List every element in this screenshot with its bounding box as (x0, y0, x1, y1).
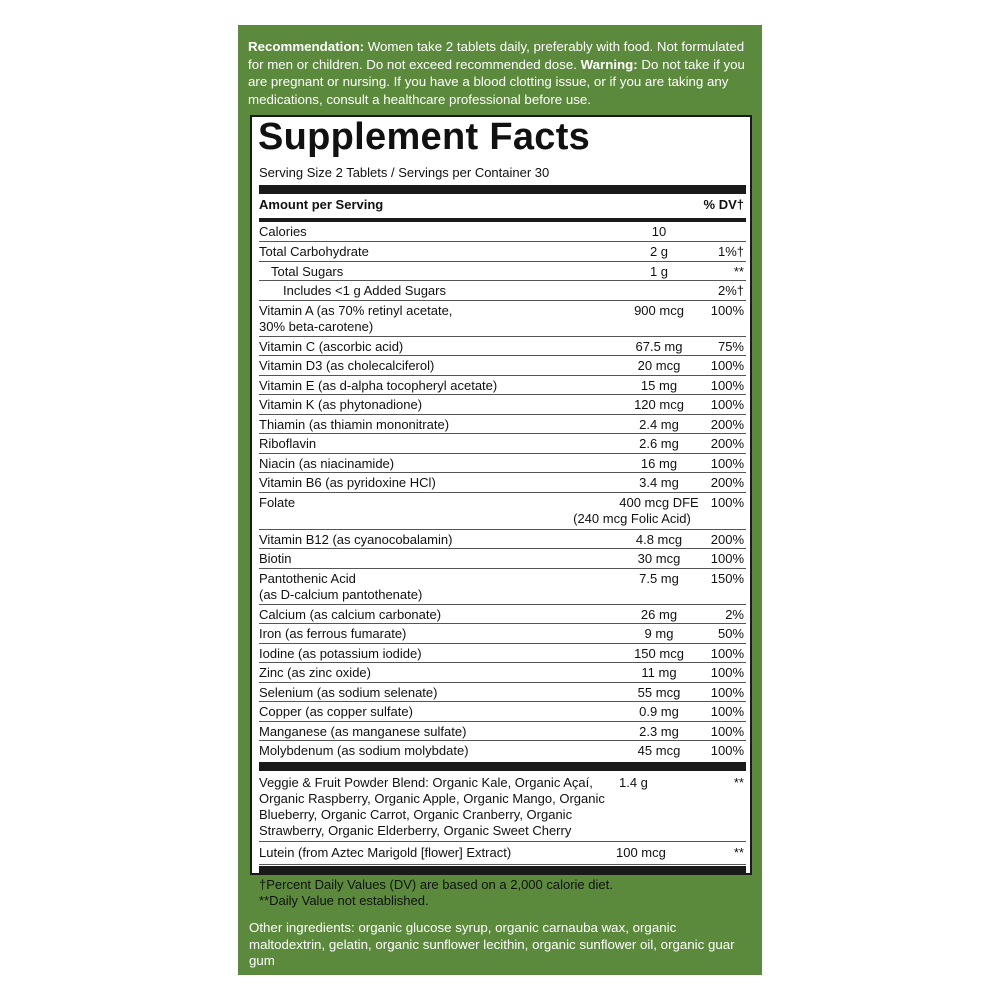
nutrient-dv: 100% (710, 358, 744, 373)
nutrient-row (259, 415, 746, 434)
nutrient-name: Includes <1 g Added Sugars (283, 283, 446, 298)
footnote-not-established: **Daily Value not established. (259, 893, 429, 908)
lutein-amount: 100 mcg (616, 845, 666, 860)
nutrient-name: Zinc (as zinc oxide) (259, 665, 371, 680)
nutrient-dv: 2%† (717, 283, 744, 298)
nutrient-amount: 2.6 mg (639, 436, 679, 451)
nutrient-dv: 100% (710, 646, 744, 661)
nutrient-name: Vitamin K (as phytonadione) (259, 397, 423, 412)
recommendation-label: Recommendation: (248, 39, 364, 54)
nutrient-amount: 16 mg (640, 456, 678, 471)
nutrient-amount: 3.4 mg (639, 475, 679, 490)
amount-header (259, 197, 746, 215)
nutrient-name: Calcium (as calcium carbonate) (259, 607, 442, 622)
nutrient-name: Vitamin B6 (as pyridoxine HCl) (259, 475, 436, 490)
nutrient-name: Niacin (as niacinamide) (259, 456, 395, 471)
nutrient-row (259, 624, 746, 644)
nutrient-amount: 150 mcg (634, 646, 684, 661)
nutrient-row (259, 493, 746, 530)
serving-size: Serving Size 2 Tablets / Servings per Container 30 (259, 165, 550, 180)
nutrient-dv: 100% (710, 724, 744, 739)
other-ingredients: Other ingredients: organic glucose syrup, organic carnauba wax, organic maltodextrin, gelatin, organic sunflower lecithin, organic sunflower oil, organic guar gum (249, 920, 735, 968)
nutrient-amount: 11 mg (641, 665, 677, 680)
nutrient-amount: 26 mg (640, 607, 678, 622)
nutrient-dv: 75% (717, 339, 744, 354)
nutrient-amount: 67.5 mg (635, 339, 683, 354)
nutrient-name: Selenium (as sodium selenate) (259, 685, 438, 700)
nutrient-amount-detail: (240 mcg Folic Acid) (573, 511, 691, 526)
nutrient-row (259, 473, 746, 493)
nutrient-dv: 200% (710, 475, 744, 490)
nutrient-row (259, 644, 746, 663)
nutrient-dv: 100% (710, 685, 744, 700)
nutrient-name: Iron (as ferrous fumarate) (259, 626, 407, 641)
recommendation-body: Women take 2 tablets daily, preferably with food. Not formulated for men or children. Do not exceed recommended dose. (248, 39, 745, 72)
nutrient-amount: 1 g (649, 264, 669, 279)
nutrient-name: Pantothenic Acid (as D-calcium pantothenate) (259, 571, 423, 602)
nutrient-row (259, 337, 746, 356)
recommendation-text (248, 38, 758, 108)
nutrient-dv: 100% (710, 704, 744, 719)
nutrient-amount: 0.9 mg (639, 704, 679, 719)
nutrient-amount: 7.5 mg (639, 571, 679, 586)
nutrient-name: Total Carbohydrate (259, 244, 369, 259)
nutrient-row (259, 242, 746, 262)
nutrient-name: Manganese (as manganese sulfate) (259, 724, 467, 739)
bottom-divider (259, 866, 746, 874)
nutrient-row (259, 281, 746, 301)
nutrient-dv: 100% (710, 456, 744, 471)
nutrient-row (259, 530, 746, 549)
nutrient-dv: 200% (710, 532, 744, 547)
blend-dv: ** (733, 775, 744, 790)
blend-amount: 1.4 g (619, 775, 648, 790)
nutrient-name: Thiamin (as thiamin mononitrate) (259, 417, 450, 432)
nutrient-amount: 120 mcg (634, 397, 684, 412)
nutrient-amount: 45 mcg (637, 743, 681, 758)
nutrient-dv: 1%† (717, 244, 744, 259)
nutrient-name: Folate (259, 495, 296, 510)
nutrient-name: Vitamin B12 (as cyanocobalamin) (259, 532, 453, 547)
nutrient-row (259, 549, 746, 569)
amount-per-serving: Amount per Serving (259, 197, 384, 212)
nutrient-name: Biotin (259, 551, 292, 566)
nutrient-amount: 2.3 mg (639, 724, 679, 739)
nutrient-dv: 100% (710, 303, 744, 318)
nutrient-row (259, 454, 746, 473)
nutrient-dv: 200% (710, 417, 744, 432)
nutrient-row (259, 434, 746, 454)
nutrient-amount: 2.4 mg (639, 417, 679, 432)
nutrient-row (259, 683, 746, 702)
nutrient-row (259, 395, 746, 415)
nutrient-dv: 150% (710, 571, 744, 586)
nutrient-name: Iodine (as potassium iodide) (259, 646, 422, 661)
blend-name: Veggie & Fruit Powder Blend: Organic Kale, Organic Açaí, Organic Raspberry, Organic Apple, Organic Mango, Organic Blueberry, Organic Carrot, Organic Cranberry, Organic Strawberry, Organic Elderberry, Organic Sweet Cherry (259, 775, 605, 838)
nutrient-dv: 100% (710, 495, 744, 510)
nutrient-row (259, 301, 746, 337)
nutrient-name: Total Sugars (271, 264, 344, 279)
lutein-row (259, 845, 746, 865)
nutrient-row (259, 722, 746, 741)
nutrient-name: Copper (as copper sulfate) (259, 704, 413, 719)
lutein-name: Lutein (from Aztec Marigold [flower] Extract) (259, 845, 512, 860)
nutrient-dv: 100% (710, 665, 744, 680)
nutrient-amount: 2 g (649, 244, 669, 259)
section-divider (259, 762, 746, 771)
nutrient-amount: 400 mcg DFE (619, 495, 699, 510)
nutrient-row (259, 222, 746, 242)
nutrient-row (259, 569, 746, 605)
nutrient-row (259, 702, 746, 722)
footnotes (259, 877, 613, 909)
nutrient-dv: 100% (710, 551, 744, 566)
nutrient-dv: 100% (710, 397, 744, 412)
nutrient-row (259, 605, 746, 624)
nutrient-row (259, 376, 746, 395)
nutrient-amount: 9 mg (644, 626, 674, 641)
nutrient-amount: 15 mg (640, 378, 678, 393)
nutrient-row (259, 741, 746, 761)
nutrient-name: Calories (259, 224, 307, 239)
nutrient-name: Vitamin C (ascorbic acid) (259, 339, 404, 354)
nutrient-dv: 100% (710, 743, 744, 758)
nutrient-amount: 4.8 mcg (635, 532, 683, 547)
blend-row (259, 775, 746, 842)
nutrient-row (259, 262, 746, 281)
nutrient-amount: 10 (651, 224, 667, 239)
nutrient-name: Riboflavin (259, 436, 317, 451)
nutrient-name: Vitamin E (as d-alpha tocopheryl acetate) (259, 378, 498, 393)
nutrient-name: Vitamin A (as 70% retinyl acetate, 30% beta-carotene) (259, 303, 453, 334)
nutrient-amount: 55 mcg (637, 685, 681, 700)
warning-body: Do not take if you are pregnant or nursing. If you have a blood clotting issue, or if you are taking any medications, consult a healthcare professional before use. (248, 56, 745, 107)
dv-header: % DV† (703, 197, 744, 212)
nutrient-name: Vitamin D3 (as cholecalciferol) (259, 358, 435, 373)
facts-title: Supplement Facts (258, 116, 591, 158)
nutrient-amount: 900 mcg (634, 303, 684, 318)
nutrient-name: Molybdenum (as sodium molybdate) (259, 743, 469, 758)
nutrient-dv: 200% (710, 436, 744, 451)
nutrient-dv: 50% (717, 626, 744, 641)
nutrient-dv: 100% (710, 378, 744, 393)
nutrient-amount: 30 mcg (637, 551, 681, 566)
nutrient-dv: ** (733, 264, 744, 279)
warning-label: Warning: (580, 56, 638, 72)
lutein-dv: ** (733, 845, 744, 860)
thick-divider (259, 185, 746, 194)
nutrient-amount: 20 mcg (637, 358, 681, 373)
nutrient-row (259, 663, 746, 683)
nutrient-row (259, 356, 746, 376)
footnote-dv: †Percent Daily Values (DV) are based on a 2,000 calorie diet. (259, 877, 613, 892)
nutrient-dv: 2% (725, 607, 744, 622)
